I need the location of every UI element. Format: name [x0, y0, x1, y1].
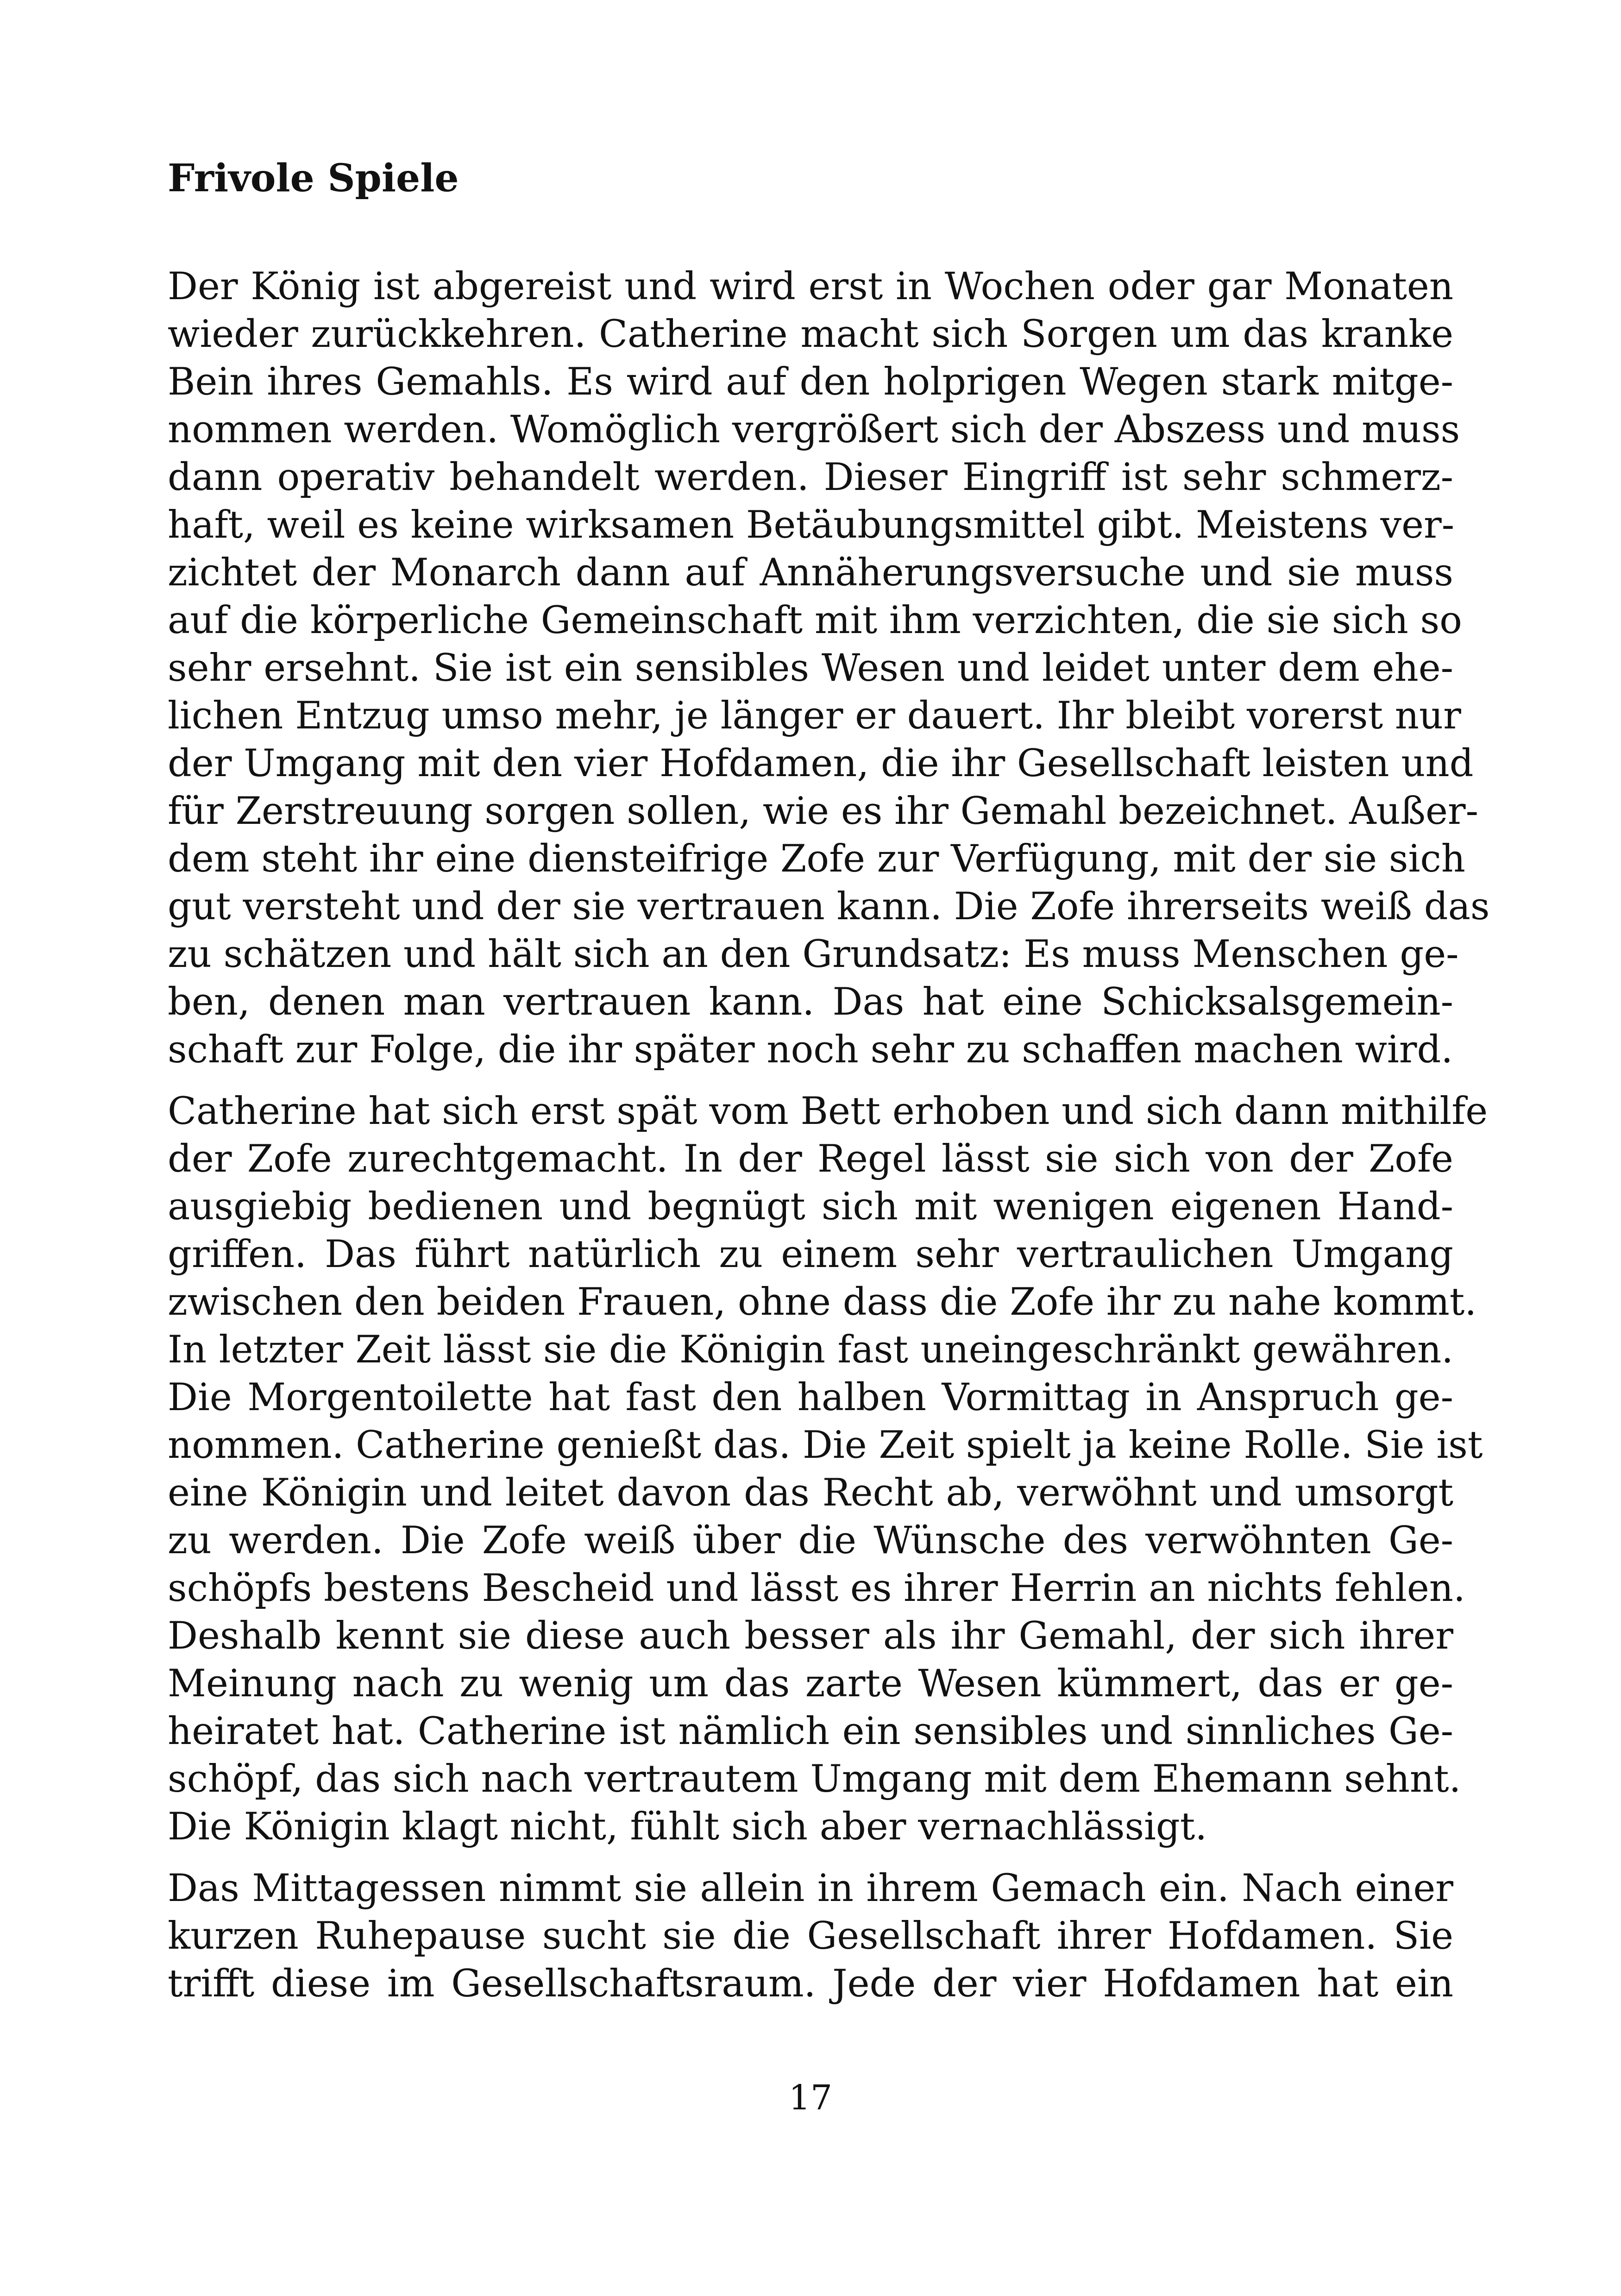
- body-text: [168, 263, 1490, 2008]
- text-line: auf die körperliche Gemeinschaft mit ihm verzichten, die sie sich so: [168, 599, 1462, 642]
- text-line: Bein ihres Gemahls. Es wird auf den holprigen Wegen stark mitge-: [168, 360, 1453, 404]
- text-line: lichen Entzug umso mehr, je länger er dauert. Ihr bleibt vorerst nur: [168, 694, 1461, 738]
- text-line: heiratet hat. Catherine ist nämlich ein sensibles und sinnliches Ge-: [168, 1710, 1453, 1753]
- text-line: eine Königin und leitet davon das Recht ab, verwöhnt und umsorgt: [168, 1471, 1453, 1515]
- text-line: Das Mittagessen nimmt sie allein in ihrem Gemach ein. Nach einer: [168, 1867, 1453, 1910]
- text-line: gut versteht und der sie vertrauen kann. Die Zofe ihrerseits weiß das: [168, 885, 1490, 928]
- text-line: trifft diese im Gesellschaftsraum. Jede der vier Hofdamen hat ein: [168, 1962, 1453, 2006]
- paragraph: [168, 263, 1490, 1074]
- text-line: schaft zur Folge, die ihr später noch sehr zu schaffen machen wird.: [168, 1028, 1453, 1072]
- text-line: kurzen Ruhepause sucht sie die Gesellschaft ihrer Hofdamen. Sie: [168, 1914, 1453, 1958]
- text-line: nommen werden. Womöglich vergrößert sich der Abszess und muss: [168, 408, 1460, 452]
- text-line: haft, weil es keine wirksamen Betäubungsmittel gibt. Meistens ver-: [168, 503, 1455, 547]
- text-line: Die Königin klagt nicht, fühlt sich aber vernachlässigt.: [168, 1805, 1207, 1849]
- text-line: Die Morgentoilette hat fast den halben Vormittag in Anspruch ge-: [168, 1376, 1453, 1419]
- text-line: zu schätzen und hält sich an den Grundsatz: Es muss Menschen ge-: [168, 933, 1459, 976]
- paragraph: [168, 1865, 1453, 2008]
- text-line: sehr ersehnt. Sie ist ein sensibles Wesen und leidet unter dem ehe-: [168, 646, 1453, 690]
- text-block: [168, 153, 1490, 2022]
- text-line: zichtet der Monarch dann auf Annäherungsversuche und sie muss: [168, 551, 1453, 595]
- text-line: Deshalb kennt sie diese auch besser als ihr Gemahl, der sich ihrer: [168, 1614, 1453, 1658]
- text-line: Der König ist abgereist und wird erst in Wochen oder gar Monaten: [168, 265, 1453, 308]
- text-line: dann operativ behandelt werden. Dieser Eingriff ist sehr schmerz-: [168, 456, 1453, 499]
- text-line: schöpfs bestens Bescheid und lässt es ihrer Herrin an nichts fehlen.: [168, 1567, 1465, 1610]
- text-line: schöpf, das sich nach vertrautem Umgang mit dem Ehemann sehnt.: [168, 1757, 1461, 1801]
- text-line: für Zerstreuung sorgen sollen, wie es ihr Gemahl bezeichnet. Außer-: [168, 790, 1478, 833]
- text-line: wieder zurückkehren. Catherine macht sich Sorgen um das kranke: [168, 313, 1453, 356]
- text-line: ausgiebig bedienen und begnügt sich mit wenigen eigenen Hand-: [168, 1185, 1453, 1229]
- text-line: Meinung nach zu wenig um das zarte Wesen kümmert, das er ge-: [168, 1662, 1453, 1706]
- text-line: der Umgang mit den vier Hofdamen, die ihr Gesellschaft leisten und: [168, 742, 1474, 785]
- text-line: dem steht ihr eine diensteifrige Zofe zur Verfügung, mit der sie sich: [168, 837, 1465, 881]
- text-line: griffen. Das führt natürlich zu einem sehr vertraulichen Umgang: [168, 1233, 1453, 1276]
- text-line: der Zofe zurechtgemacht. In der Regel lässt sie sich von der Zofe: [168, 1137, 1453, 1181]
- text-line: zwischen den beiden Frauen, ohne dass die Zofe ihr zu nahe kommt.: [168, 1280, 1477, 1324]
- text-line: Catherine hat sich erst spät vom Bett erhoben und sich dann mithilfe: [168, 1090, 1488, 1133]
- text-line: zu werden. Die Zofe weiß über die Wünsche des verwöhnten Ge-: [168, 1519, 1453, 1562]
- text-line: In letzter Zeit lässt sie die Königin fast uneingeschränkt gewähren.: [168, 1328, 1453, 1372]
- page-number: 17: [788, 2078, 833, 2118]
- chapter-title: Frivole Spiele: [168, 156, 459, 201]
- text-line: ben, denen man vertrauen kann. Das hat eine Schicksalsgemein-: [168, 980, 1453, 1024]
- paragraph: [168, 1088, 1488, 1851]
- text-line: nommen. Catherine genießt das. Die Zeit spielt ja keine Rolle. Sie ist: [168, 1424, 1483, 1467]
